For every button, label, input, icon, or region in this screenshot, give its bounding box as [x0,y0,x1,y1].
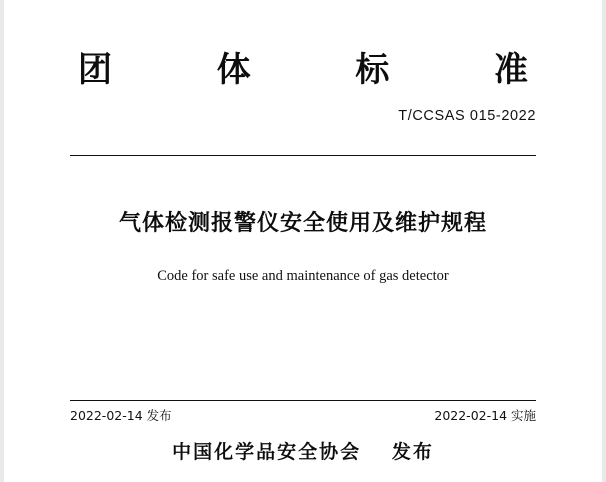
cover-content [70,0,536,482]
cover-heading-char-2: 体 [216,50,251,90]
document-title-english: Code for safe use and maintenance of gas detector [157,268,449,284]
cover-heading-char-3: 标 [355,50,390,90]
cover-heading [70,42,536,91]
issuer-name: 中国化学品安全协会 [172,441,362,463]
scan-edge-right [602,0,606,482]
effective-date: 2022-02-14 实施 [434,408,536,423]
header-divider [70,155,536,156]
issuer-line [70,437,536,464]
footer-divider [70,400,536,401]
scan-edge-left [0,0,4,482]
date-row [70,406,536,424]
standard-number: T/CCSAS 015-2022 [398,108,536,124]
issuer-action: 发布 [391,441,434,463]
cover-heading-char-1: 团 [78,50,112,90]
issue-date: 2022-02-14 发布 [70,408,172,423]
cover-heading-char-4: 准 [493,50,528,90]
document-title-chinese: 气体检测报警仪安全使用及维护规程 [118,211,487,236]
